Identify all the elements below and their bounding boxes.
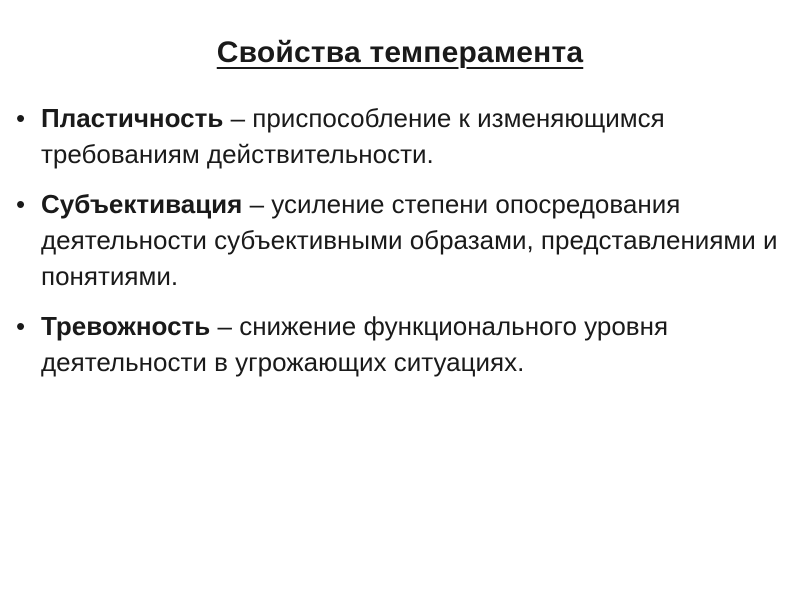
definition-anxiety: – снижение функционального уровня деятельности в угрожающих ситуациях. (41, 311, 669, 377)
bullet-icon: • (16, 311, 26, 341)
bullet-icon: • (16, 103, 26, 133)
definition-plasticity: – приспособление к изменяющимся требованиям действительности. (41, 103, 665, 169)
term-subjectivation: Субъективация (41, 189, 243, 219)
list-item-subjectivation (16, 186, 786, 294)
bullet-icon: • (16, 189, 26, 219)
list-item-plasticity (16, 100, 786, 172)
list-item-anxiety (16, 308, 786, 380)
bullet-list (16, 100, 786, 394)
term-plasticity: Пластичность (41, 103, 224, 133)
term-anxiety: Тревожность (41, 311, 211, 341)
slide-title: Свойства темперамента (216, 36, 584, 69)
definition-subjectivation: – усиление степени опосредования деятельности субъективными образами, представлениями и понятиями. (41, 189, 778, 291)
